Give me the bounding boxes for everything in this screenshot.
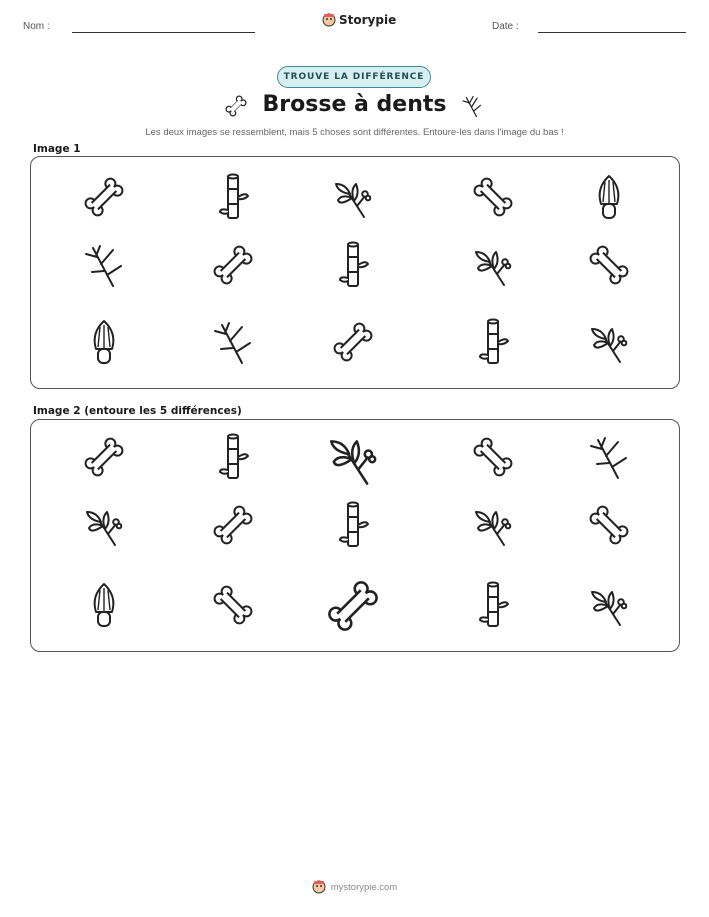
bone-icon[interactable] [321,574,385,638]
page-title: Brosse à dents [262,92,447,117]
toothbrush-head-icon[interactable] [584,172,634,222]
bone-icon[interactable] [208,580,258,630]
toothbrush-head-icon[interactable] [79,580,129,630]
instructions: Les deux images se ressemblent, mais 5 choses sont différentes. Entoure-les dans l'image du bas ! [145,127,564,138]
flower-branch-icon[interactable] [321,426,385,490]
footer-url: mystorypie.com [330,881,398,893]
twig-icon[interactable] [584,432,634,482]
image-2-label: Image 2 (entoure les 5 différences) [33,405,242,417]
flower-branch-icon[interactable] [584,580,634,630]
brand-logo [322,13,396,27]
bone-icon[interactable] [328,317,378,367]
storypie-logo-icon [312,880,326,894]
toothbrush-head-icon[interactable] [79,317,129,367]
bone-icon[interactable] [468,172,518,222]
date-line[interactable] [538,32,686,33]
bamboo-icon[interactable] [328,500,378,550]
footer [0,880,709,894]
name-line[interactable] [72,32,255,33]
brand-name: Storypie [339,13,397,27]
bone-icon[interactable] [584,240,634,290]
bamboo-icon[interactable] [208,432,258,482]
image-1-panel [30,156,680,389]
twig-icon[interactable] [79,240,129,290]
bamboo-icon[interactable] [208,172,258,222]
twig-icon [458,92,486,120]
bamboo-icon[interactable] [468,317,518,367]
image-1-label: Image 1 [33,143,81,155]
bamboo-icon[interactable] [468,580,518,630]
twig-icon[interactable] [208,317,258,367]
bone-icon[interactable] [208,500,258,550]
bone-icon[interactable] [468,432,518,482]
name-label: Nom : [23,21,50,32]
flower-branch-icon[interactable] [468,500,518,550]
image-2-panel[interactable] [30,419,680,652]
flower-branch-icon[interactable] [584,317,634,367]
flower-branch-icon[interactable] [468,240,518,290]
date-label: Date : [492,21,519,32]
bone-icon[interactable] [208,240,258,290]
bone-icon[interactable] [584,500,634,550]
flower-branch-icon[interactable] [328,172,378,222]
bone-icon[interactable] [79,172,129,222]
storypie-logo-icon [322,13,336,27]
bone-icon[interactable] [79,432,129,482]
bamboo-icon[interactable] [328,240,378,290]
flower-branch-icon[interactable] [79,500,129,550]
activity-badge: TROUVE LA DIFFÉRENCE [277,66,431,88]
